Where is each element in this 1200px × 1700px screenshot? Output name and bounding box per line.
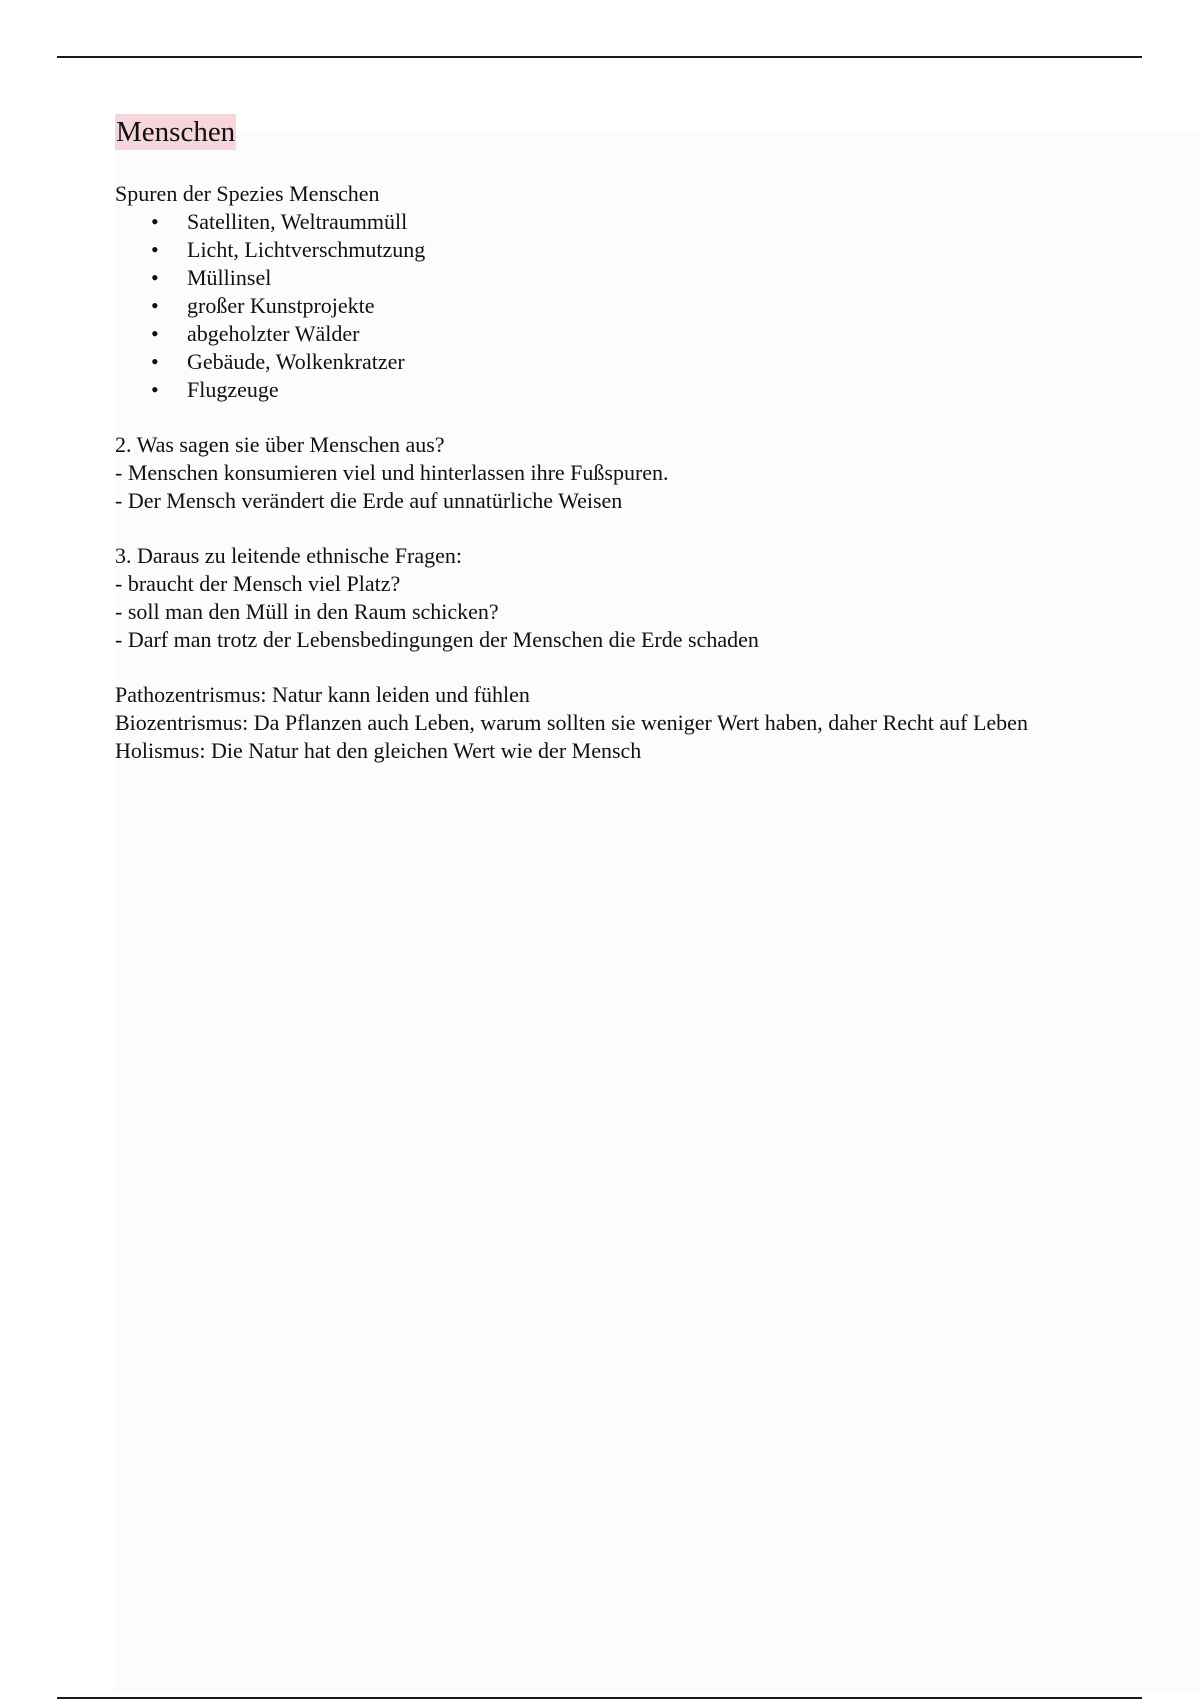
- bullet-icon: •: [151, 237, 159, 262]
- list-item-text: Gebäude, Wolkenkratzer: [187, 349, 405, 374]
- list-item: [115, 208, 1075, 236]
- list-item: [115, 376, 1075, 404]
- list-item: [115, 264, 1075, 292]
- list-item: [115, 348, 1075, 376]
- section3-line: - braucht der Mensch viel Platz?: [115, 571, 401, 596]
- list-item: [115, 236, 1075, 264]
- bullet-icon: •: [151, 265, 159, 290]
- definition-holismus: Holismus: Die Natur hat den gleichen Wert wie der Mensch: [115, 738, 642, 763]
- list-item-text: Müllinsel: [187, 265, 272, 290]
- list-item-text: abgeholzter Wälder: [187, 321, 360, 346]
- bullet-icon: •: [151, 377, 159, 402]
- bullet-icon: •: [151, 209, 159, 234]
- section3-line: - soll man den Müll in den Raum schicken?: [115, 599, 499, 624]
- bullet-icon: •: [151, 293, 159, 318]
- list-item: [115, 292, 1075, 320]
- spacer: [115, 654, 1075, 681]
- page-title: Menschen: [116, 116, 236, 148]
- bullet-icon: •: [151, 349, 159, 374]
- list-item-text: Satelliten, Weltraummüll: [187, 209, 408, 234]
- bullet-icon: •: [151, 321, 159, 346]
- traces-list: [115, 208, 1075, 404]
- section3-line: - Darf man trotz der Lebensbedingungen der Menschen die Erde schaden: [115, 627, 759, 652]
- list-item-text: Licht, Lichtverschmutzung: [187, 237, 426, 262]
- definition-biozentrismus: Biozentrismus: Da Pflanzen auch Leben, warum sollten sie weniger Wert haben, daher Recht auf Leben: [115, 710, 1028, 735]
- section2-line: - Der Mensch verändert die Erde auf unnatürliche Weisen: [115, 488, 623, 513]
- list-item: [115, 320, 1075, 348]
- section2-question: 2. Was sagen sie über Menschen aus?: [115, 432, 445, 457]
- section2-line: - Menschen konsumieren viel und hinterlassen ihre Fußspuren.: [115, 460, 669, 485]
- spacer: [115, 515, 1075, 542]
- bottom-rule: [57, 1697, 1142, 1699]
- section3-question: 3. Daraus zu leitende ethnische Fragen:: [115, 543, 462, 568]
- list-item-text: Flugzeuge: [187, 377, 279, 402]
- section1-heading: Spuren der Spezies Menschen: [115, 181, 380, 206]
- definition-pathozentrismus: Pathozentrismus: Natur kann leiden und fühlen: [115, 682, 530, 707]
- document-body: [115, 114, 1075, 765]
- list-item-text: großer Kunstprojekte: [187, 293, 375, 318]
- spacer: [115, 404, 1075, 431]
- top-rule: [57, 56, 1142, 58]
